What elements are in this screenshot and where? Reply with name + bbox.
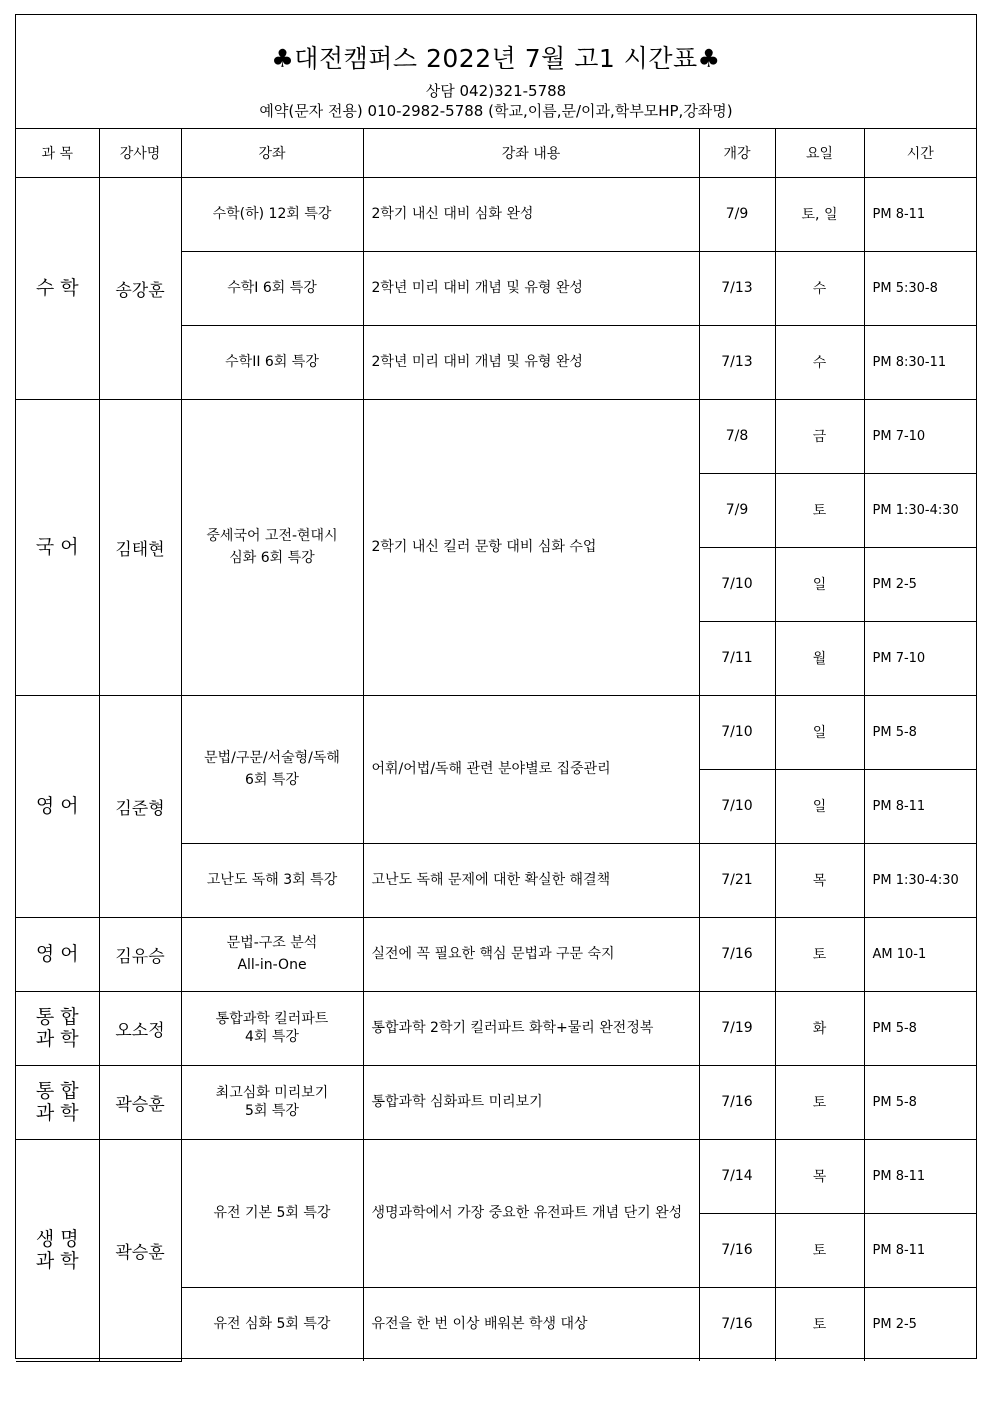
- time-cell: PM 8-11: [864, 177, 976, 251]
- content-cell: 2학년 미리 대비 개념 및 유형 완성: [363, 251, 699, 325]
- course-cell: 유전 심화 5회 특강: [181, 1287, 363, 1361]
- col-header-start: 개강: [699, 129, 775, 177]
- day-cell: 토: [775, 917, 864, 991]
- course-cell: 문법/구문/서술형/독해 6회 특강: [181, 695, 363, 843]
- table-row: [16, 1065, 976, 1139]
- content-cell: 통합과학 2학기 킬러파트 화학+물리 완전정복: [363, 991, 699, 1065]
- course-cell: 유전 기본 5회 특강: [181, 1139, 363, 1287]
- schedule-sheet: [15, 14, 977, 1359]
- start-cell: 7/9: [699, 177, 775, 251]
- teacher-cell: 김태현: [99, 399, 181, 695]
- subject-cell: 영 어: [16, 695, 99, 917]
- time-cell: PM 5:30-8: [864, 251, 976, 325]
- time-cell: PM 7-10: [864, 399, 976, 473]
- time-cell: PM 5-8: [864, 1065, 976, 1139]
- subject-cell: 수 학: [16, 177, 99, 399]
- time-cell: PM 1:30-4:30: [864, 843, 976, 917]
- content-cell: 2학년 미리 대비 개념 및 유형 완성: [363, 325, 699, 399]
- day-cell: 일: [775, 769, 864, 843]
- course-cell: 통합과학 킬러파트 4회 특강: [181, 991, 363, 1065]
- content-cell: 생명과학에서 가장 중요한 유전파트 개념 단기 완성: [363, 1139, 699, 1287]
- col-header-time: 시간: [864, 129, 976, 177]
- content-cell: 어휘/어법/독해 관련 분야별로 집중관리: [363, 695, 699, 843]
- teacher-cell: 김유승: [99, 917, 181, 991]
- day-cell: 토: [775, 1065, 864, 1139]
- consult-phone: 상담 042)321-5788: [425, 82, 567, 100]
- start-cell: 7/10: [699, 695, 775, 769]
- course-cell: 고난도 독해 3회 특강: [181, 843, 363, 917]
- course-cell: 문법-구조 분석 All-in-One: [181, 917, 363, 991]
- start-cell: 7/13: [699, 325, 775, 399]
- start-cell: 7/10: [699, 769, 775, 843]
- start-cell: 7/11: [699, 621, 775, 695]
- start-cell: 7/10: [699, 547, 775, 621]
- content-cell: 통합과학 심화파트 미리보기: [363, 1065, 699, 1139]
- start-cell: 7/8: [699, 399, 775, 473]
- teacher-cell: 곽승훈: [99, 1065, 181, 1139]
- content-cell: 2학기 내신 대비 심화 완성: [363, 177, 699, 251]
- start-cell: 7/16: [699, 1065, 775, 1139]
- teacher-cell: 송강훈: [99, 177, 181, 399]
- day-cell: 토: [775, 1213, 864, 1287]
- subject-cell: 국 어: [16, 399, 99, 695]
- teacher-cell: 김준형: [99, 695, 181, 917]
- col-header-teacher: 강사명: [99, 129, 181, 177]
- course-cell: 수학II 6회 특강: [181, 325, 363, 399]
- time-cell: PM 8-11: [864, 1139, 976, 1213]
- col-header-course: 강좌: [181, 129, 363, 177]
- time-cell: PM 8:30-11: [864, 325, 976, 399]
- reservation-info: 예약(문자 전용) 010-2982-5788 (학교,이름,문/이과,학부모HP,강좌명): [259, 102, 733, 120]
- time-cell: PM 5-8: [864, 695, 976, 769]
- table-row: [16, 695, 976, 769]
- time-cell: PM 1:30-4:30: [864, 473, 976, 547]
- time-cell: AM 10-1: [864, 917, 976, 991]
- table-row: [16, 1139, 976, 1213]
- content-cell: 실전에 꼭 필요한 핵심 문법과 구문 숙지: [363, 917, 699, 991]
- content-cell: 유전을 한 번 이상 배워본 학생 대상: [363, 1287, 699, 1361]
- start-cell: 7/13: [699, 251, 775, 325]
- day-cell: 수: [775, 251, 864, 325]
- time-cell: PM 8-11: [864, 769, 976, 843]
- content-cell: 고난도 독해 문제에 대한 확실한 해결책: [363, 843, 699, 917]
- teacher-cell: 곽승훈: [99, 1139, 181, 1361]
- teacher-cell: 오소정: [99, 991, 181, 1065]
- day-cell: 수: [775, 325, 864, 399]
- content-cell: 2학기 내신 킬러 문항 대비 심화 수업: [363, 399, 699, 695]
- course-cell: 최고심화 미리보기 5회 특강: [181, 1065, 363, 1139]
- time-cell: PM 5-8: [864, 991, 976, 1065]
- start-cell: 7/9: [699, 473, 775, 547]
- time-cell: PM 7-10: [864, 621, 976, 695]
- day-cell: 일: [775, 695, 864, 769]
- course-cell: 수학I 6회 특강: [181, 251, 363, 325]
- day-cell: 금: [775, 399, 864, 473]
- subject-cell: 통 합 과 학: [16, 1065, 99, 1139]
- col-header-day: 요일: [775, 129, 864, 177]
- start-cell: 7/16: [699, 1213, 775, 1287]
- start-cell: 7/16: [699, 1287, 775, 1361]
- page-title: ♣대전캠퍼스 2022년 7월 고1 시간표♣: [271, 44, 721, 73]
- subject-cell: 통 합 과 학: [16, 991, 99, 1065]
- table-row: [16, 177, 976, 251]
- table-row: [16, 917, 976, 991]
- day-cell: 목: [775, 843, 864, 917]
- course-cell: 수학(하) 12회 특강: [181, 177, 363, 251]
- time-cell: PM 2-5: [864, 1287, 976, 1361]
- day-cell: 토: [775, 1287, 864, 1361]
- start-cell: 7/14: [699, 1139, 775, 1213]
- day-cell: 목: [775, 1139, 864, 1213]
- start-cell: 7/21: [699, 843, 775, 917]
- start-cell: 7/19: [699, 991, 775, 1065]
- time-cell: PM 8-11: [864, 1213, 976, 1287]
- course-cell: 중세국어 고전-현대시 심화 6회 특강: [181, 399, 363, 695]
- day-cell: 토: [775, 473, 864, 547]
- day-cell: 월: [775, 621, 864, 695]
- subject-cell: 영 어: [16, 917, 99, 991]
- title-block: [16, 15, 976, 129]
- subject-cell: 생 명 과 학: [16, 1139, 99, 1361]
- header-row: [16, 129, 976, 177]
- day-cell: 토, 일: [775, 177, 864, 251]
- start-cell: 7/16: [699, 917, 775, 991]
- table-row: [16, 399, 976, 473]
- day-cell: 일: [775, 547, 864, 621]
- time-cell: PM 2-5: [864, 547, 976, 621]
- col-header-subject: 과 목: [16, 129, 99, 177]
- schedule-table: [16, 129, 976, 1362]
- col-header-content: 강좌 내용: [363, 129, 699, 177]
- table-row: [16, 991, 976, 1065]
- day-cell: 화: [775, 991, 864, 1065]
